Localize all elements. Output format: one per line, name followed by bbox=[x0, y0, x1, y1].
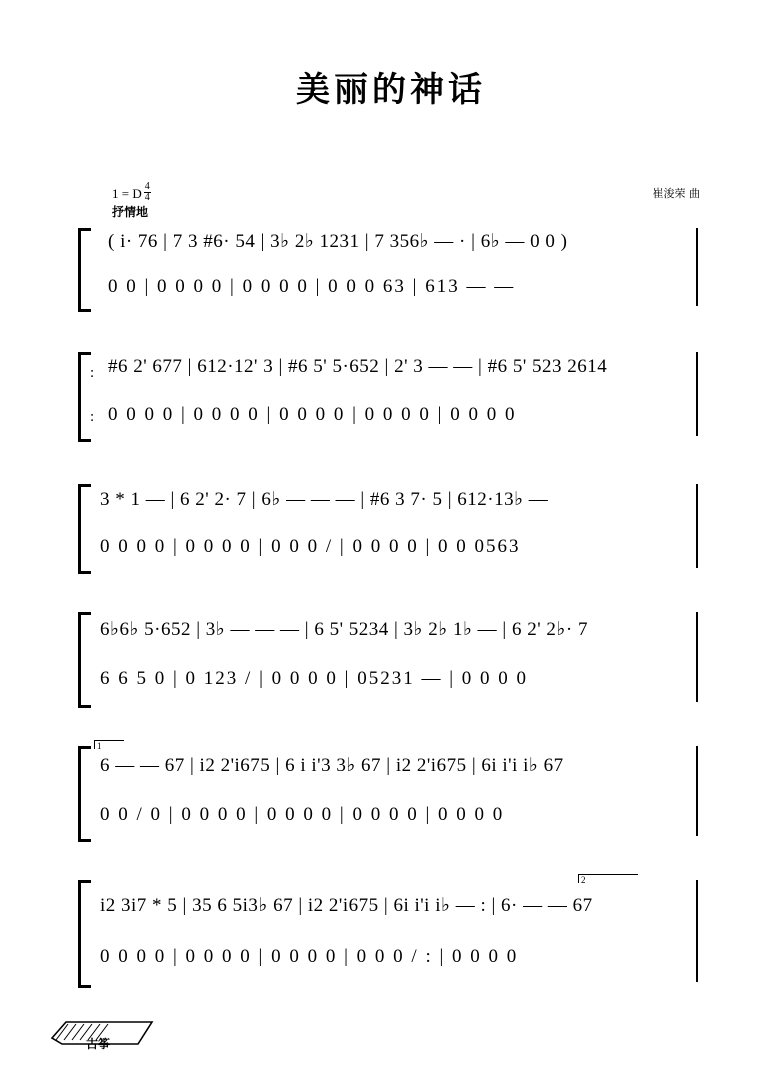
upper-staff-notation: ( i· 76 | 7 3 #6· 54 | 3♭ 2♭ 1231 | 7 356♭ — · | 6♭ — 0 0 ) bbox=[108, 231, 568, 252]
page-title: 美丽的神话 bbox=[296, 70, 486, 110]
time-signature-denominator: 4 bbox=[144, 192, 150, 203]
system-brace bbox=[78, 880, 91, 988]
music-system-2 bbox=[78, 352, 698, 438]
system-brace bbox=[78, 612, 91, 708]
upper-staff-notation: #6 2' 677 | 612·12' 3 | #6 5' 5·652 | 2' 3 — — | #6 5' 523 2614 bbox=[108, 356, 608, 377]
lower-staff-notation: 0 0 0 0 | 0 0 0 0 | 0 0 0 / | 0 0 0 0 | 0 0 0563 bbox=[100, 536, 521, 557]
system-end-barline bbox=[696, 880, 698, 982]
tempo-marking: 抒情地 bbox=[112, 205, 149, 219]
start-repeat-dots-upper: : bbox=[90, 365, 95, 381]
upper-staff-notation: 6 — — 67 | i2 2'i675 | 6 i i'3 3♭ 67 | i2 2'i675 | 6i i'i i♭ 67 bbox=[100, 755, 564, 776]
lower-staff-notation: 0 0 0 0 | 0 0 0 0 | 0 0 0 0 | 0 0 0 / : | 0 0 0 0 bbox=[100, 946, 519, 967]
lower-staff-notation: 0 0 / 0 | 0 0 0 0 | 0 0 0 0 | 0 0 0 0 | 0 0 0 0 bbox=[100, 804, 505, 825]
music-system-1 bbox=[78, 228, 698, 308]
volta-bracket-1: 1 bbox=[94, 740, 124, 749]
music-system-3 bbox=[78, 484, 698, 570]
system-brace bbox=[78, 484, 91, 574]
time-signature bbox=[144, 182, 151, 203]
upper-staff-notation: 3 * 1 — | 6 2' 2· 7 | 6♭ — — — | #6 3 7· 5 | 612·13♭ — bbox=[100, 489, 549, 510]
start-repeat-dots-lower: : bbox=[90, 409, 95, 425]
system-brace bbox=[78, 746, 91, 842]
music-system-5 bbox=[78, 741, 698, 838]
system-end-barline bbox=[696, 228, 698, 306]
system-end-barline bbox=[696, 352, 698, 436]
lower-staff-notation: 0 0 | 0 0 0 0 | 0 0 0 0 | 0 0 0 63 | 613 — — bbox=[108, 276, 516, 297]
guzheng-logo bbox=[48, 1014, 156, 1054]
music-system-6 bbox=[78, 875, 698, 984]
system-end-barline bbox=[696, 746, 698, 836]
lower-staff-notation: 6 6 5 0 | 0 123 / | 0 0 0 0 | 05231 — | 0 0 0 0 bbox=[100, 668, 528, 689]
music-system-4 bbox=[78, 612, 698, 704]
composer-credit: 崔浚荣 曲 bbox=[652, 187, 700, 200]
time-signature-numerator: 4 bbox=[144, 181, 150, 192]
key-signature bbox=[112, 182, 151, 203]
system-brace bbox=[78, 228, 91, 312]
system-end-barline bbox=[696, 484, 698, 568]
system-end-barline bbox=[696, 612, 698, 702]
upper-staff-notation: i2 3i7 * 5 | 35 6 5i3♭ 67 | i2 2'i675 | 6i i'i i♭ — : | 6· — — 67 bbox=[100, 895, 593, 916]
volta-bracket-2: 2 bbox=[578, 874, 638, 883]
lower-staff-notation: 0 0 0 0 | 0 0 0 0 | 0 0 0 0 | 0 0 0 0 | 0 0 0 0 bbox=[108, 404, 517, 425]
logo-text: 古筝 bbox=[86, 1037, 111, 1051]
key-signature-text: 1 = D bbox=[112, 186, 142, 201]
upper-staff-notation: 6♭6♭ 5·652 | 3♭ — — — | 6 5' 5234 | 3♭ 2♭ 1♭ — | 6 2' 2♭· 7 bbox=[100, 619, 588, 640]
